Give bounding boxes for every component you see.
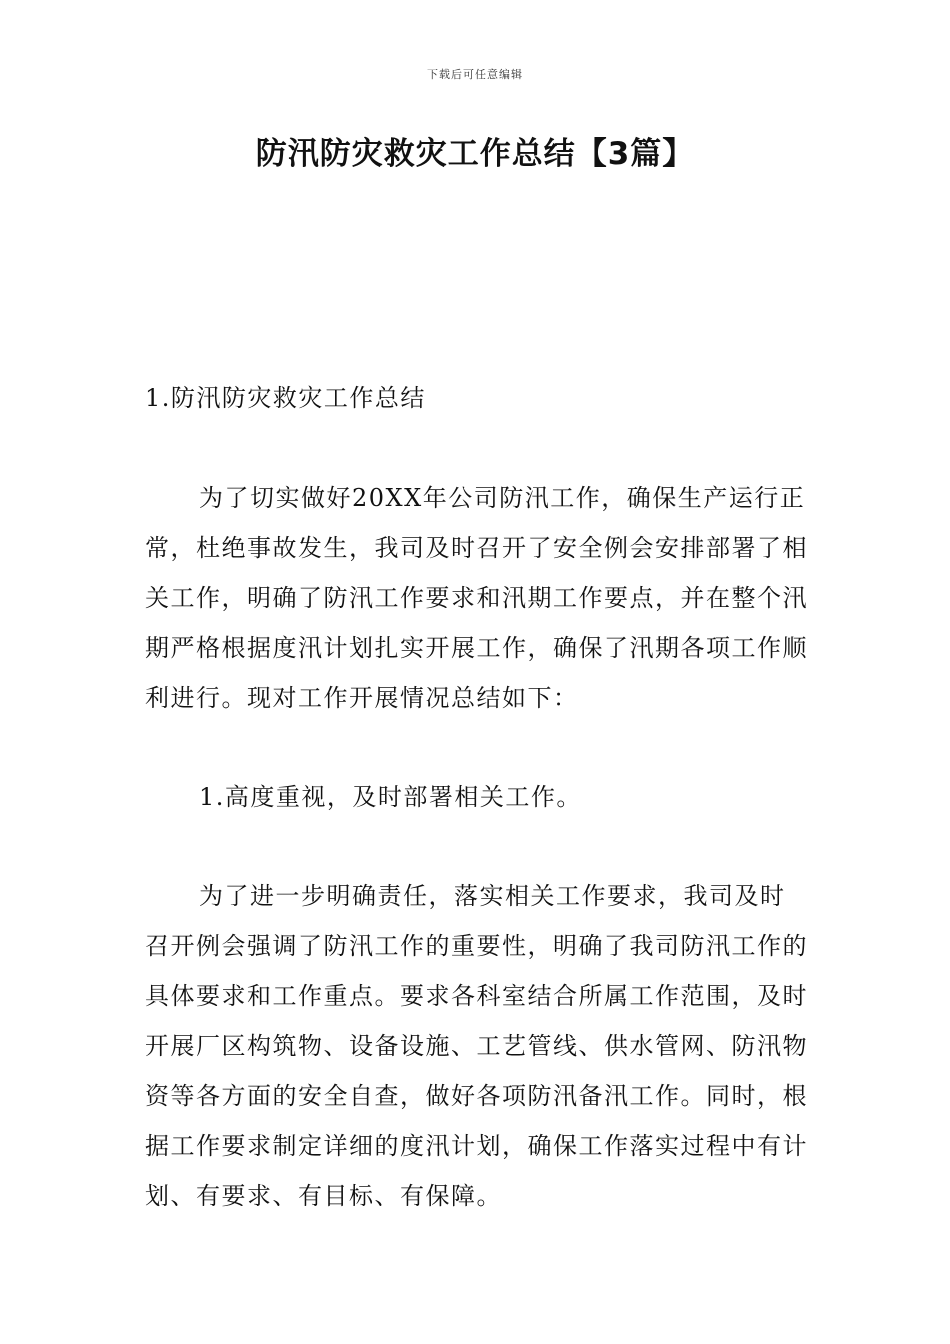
paragraph-2: 为了进一步明确责任，落实相关工作要求，我司及时召开例会强调了防汛工作的重要性，明确了我司防汛工作的具体要求和工作重点。要求各科室结合所属工作范围，及时开展厂区构筑物、设备设施、工艺管线、供水管网、防汛物资等各方面的安全自查，做好各项防汛备汛工作。同时，根据工作要求制定详细的度汛计划，确保工作落实过程中有计划、有要求、有目标、有保障。 — [145, 882, 808, 1210]
section-heading: 1.防汛防灾救灾工作总结 — [145, 384, 426, 412]
sub-heading: 1.高度重视，及时部署相关工作。 — [199, 783, 582, 811]
document-title: 防汛防灾救灾工作总结【3篇】 — [255, 136, 695, 172]
header-note: 下载后可任意编辑 — [427, 68, 523, 81]
paragraph-1: 为了切实做好20XX年公司防汛工作，确保生产运行正常，杜绝事故发生，我司及时召开了安全例会安排部署了相关工作，明确了防汛工作要求和汛期工作要点，并在整个汛期严格根据度汛计划扎实开展工作，确保了汛期各项工作顺利进行。现对工作开展情况总结如下： — [145, 484, 808, 712]
